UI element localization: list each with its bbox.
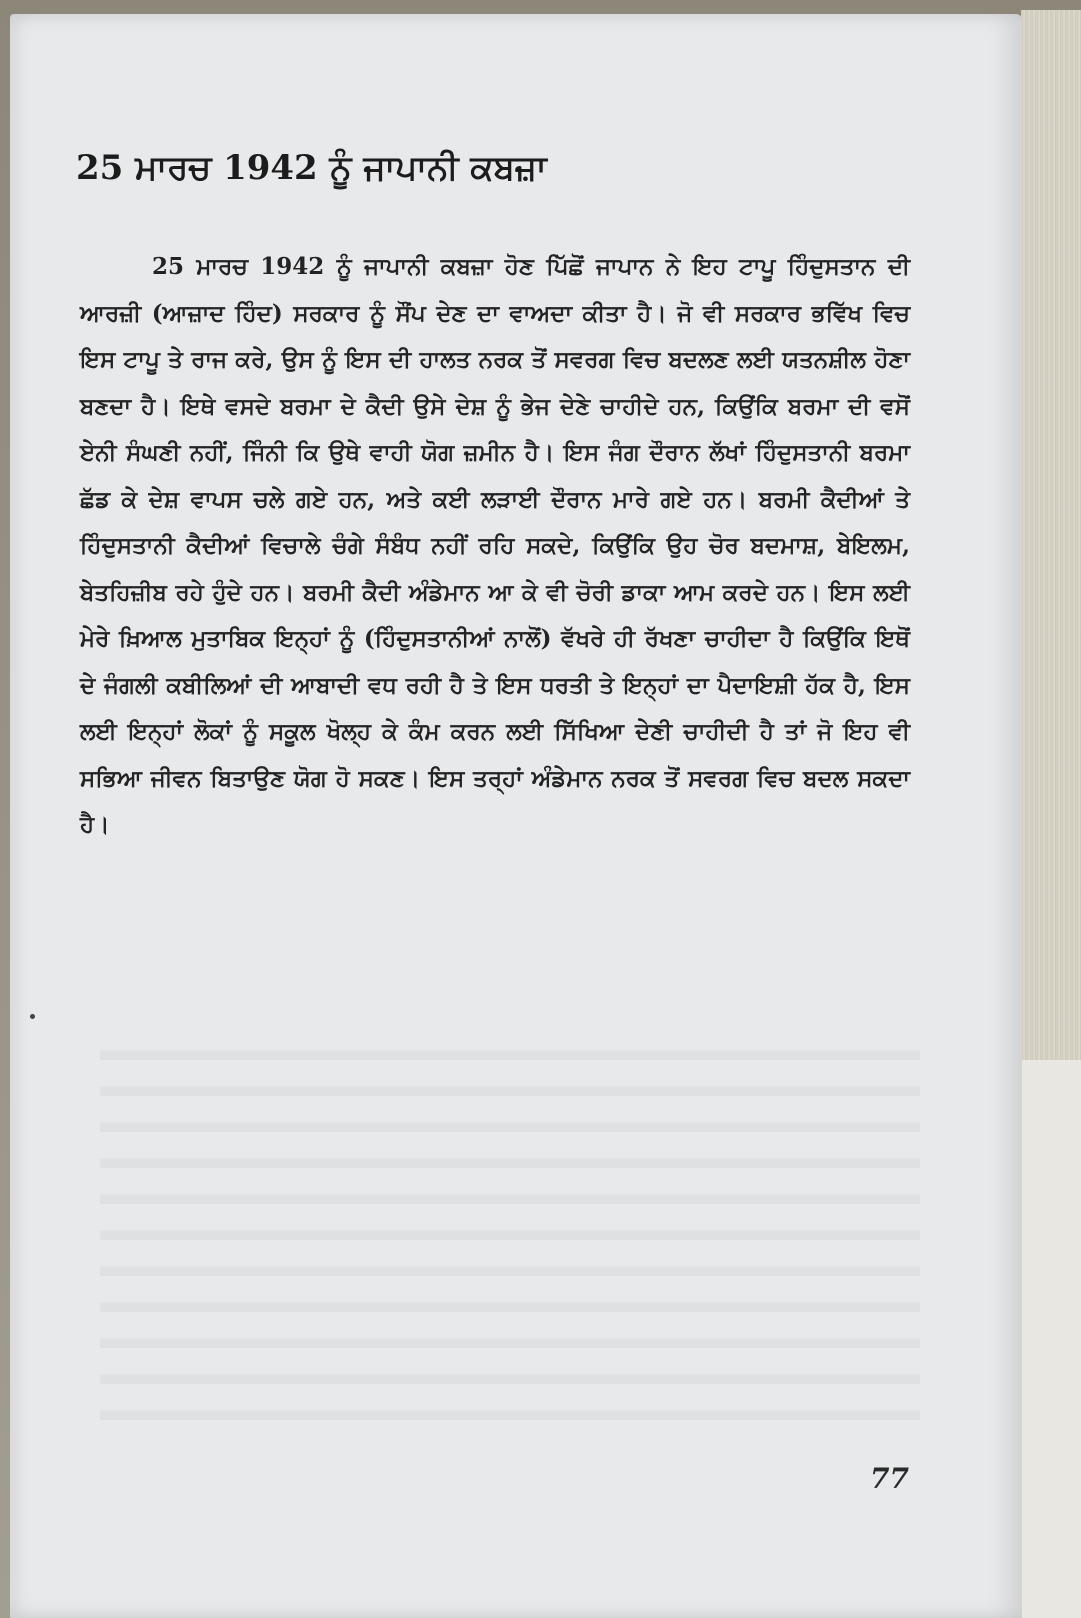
body-paragraph: 25 ਮਾਰਚ 1942 ਨੂੰ ਜਾਪਾਨੀ ਕਬਜ਼ਾ ਹੋਣ ਪਿੱਛੋਂ ਜਾਪਾਨ ਨੇ ਇਹ ਟਾਪੂ ਹਿੰਦੁਸਤਾਨ ਦੀ ਆਰਜ਼ੀ (ਆਜ਼ਾਦ ਹਿੰਦ) ਸਰਕਾਰ ਨੂੰ ਸੌਂਪ ਦੇਣ ਦਾ ਵਾਅਦਾ ਕੀਤਾ ਹੈ। ਜੋ ਵੀ ਸਰਕਾਰ ਭਵਿੱਖ ਵਿਚ ਇਸ ਟਾਪੂ ਤੇ ਰਾਜ ਕਰੇ, ਉਸ ਨੂੰ ਇਸ ਦੀ ਹਾਲਤ ਨਰਕ ਤੋਂ ਸਵਰਗ ਵਿਚ ਬਦਲਣ ਲਈ ਯਤਨਸ਼ੀਲ ਹੋਣਾ ਬਣਦਾ ਹੈ। ਇਥੇ ਵਸਦੇ ਬਰਮਾ ਦੇ ਕੈਦੀ ਉਸੇ ਦੇਸ਼ ਨੂੰ ਭੇਜ ਦੇਣੇ ਚਾਹੀਦੇ ਹਨ, ਕਿਉਂਕਿ ਬਰਮਾ ਦੀ ਵਸੋਂ ਏਨੀ ਸੰਘਣੀ ਨਹੀਂ, ਜਿੰਨੀ ਕਿ ਉਥੇ ਵਾਹੀ ਯੋਗ ਜ਼ਮੀਨ ਹੈ। ਇਸ ਜੰਗ ਦੌਰਾਨ ਲੱਖਾਂ ਹਿੰਦੁਸਤਾਨੀ ਬਰਮਾ ਛੱਡ ਕੇ ਦੇਸ਼ ਵਾਪਸ ਚਲੇ ਗਏ ਹਨ, ਅਤੇ ਕਈ ਲੜਾਈ ਦੌਰਾਨ ਮਾਰੇ ਗਏ ਹਨ। ਬਰਮੀ ਕੈਦੀਆਂ ਤੇ ਹਿੰਦੁਸਤਾਨੀ ਕੈਦੀਆਂ ਵਿਚਾਲੇ ਚੰਗੇ ਸੰਬੰਧ ਨਹੀਂ ਰਹਿ ਸਕਦੇ, ਕਿਉਂਕਿ ਉਹ ਚੋਰ ਬਦਮਾਸ਼, ਬੇਇਲਮ, ਬੇਤਹਿਜ਼ੀਬ ਰਹੇ ਹੁੰਦੇ ਹਨ। ਬਰਮੀ ਕੈਦੀ ਅੰਡੇਮਾਨ ਆ ਕੇ ਵੀ ਚੋਰੀ ਡਾਕਾ ਆਮ ਕਰਦੇ ਹਨ। ਇਸ ਲਈ ਮੇਰੇ ਖ਼ਿਆਲ ਮੁਤਾਬਿਕ ਇਨ੍ਹਾਂ ਨੂੰ (ਹਿੰਦੁਸਤਾਨੀਆਂ ਨਾਲੋਂ) ਵੱਖਰੇ ਹੀ ਰੱਖਣਾ ਚਾਹੀਦਾ ਹੈ ਕਿਉਂਕਿ ਇਥੋਂ ਦੇ ਜੰਗਲੀ ਕਬੀਲਿਆਂ ਦੀ ਆਬਾਦੀ ਵਧ ਰਹੀ ਹੈ ਤੇ ਇਸ ਧਰਤੀ ਤੇ ਇਨ੍ਹਾਂ ਦਾ ਪੈਦਾਇਸ਼ੀ ਹੱਕ ਹੈ, ਇਸ ਲਈ ਇਨ੍ਹਾਂ ਲੋਕਾਂ ਨੂੰ ਸਕੂਲ ਖੋਲ੍ਹ ਕੇ ਕੰਮ ਕਰਨ ਲਈ ਸਿੱਖਿਆ ਦੇਣੀ ਚਾਹੀਦੀ ਹੈ ਤਾਂ ਜੋ ਇਹ ਵੀ ਸਭਿਆ ਜੀਵਨ ਬਿਤਾਉਣ ਯੋਗ ਹੋ ਸਕਣ। ਇਸ ਤਰ੍ਹਾਂ ਅੰਡੇਮਾਨ ਨਰਕ ਤੋਂ ਸਵਰਗ ਵਿਚ ਬਦਲ ਸਕਦਾ ਹੈ। bbox=[80, 253, 910, 838]
dust-speck bbox=[30, 1014, 35, 1019]
reverse-side-bleed-through bbox=[100, 1024, 920, 1444]
chapter-heading: 25 ਮਾਰਚ 1942 ਨੂੰ ਜਾਪਾਨੀ ਕਬਜ਼ਾ bbox=[76, 148, 547, 188]
book-page bbox=[10, 14, 1022, 1618]
page-number: 77 bbox=[870, 1462, 909, 1495]
